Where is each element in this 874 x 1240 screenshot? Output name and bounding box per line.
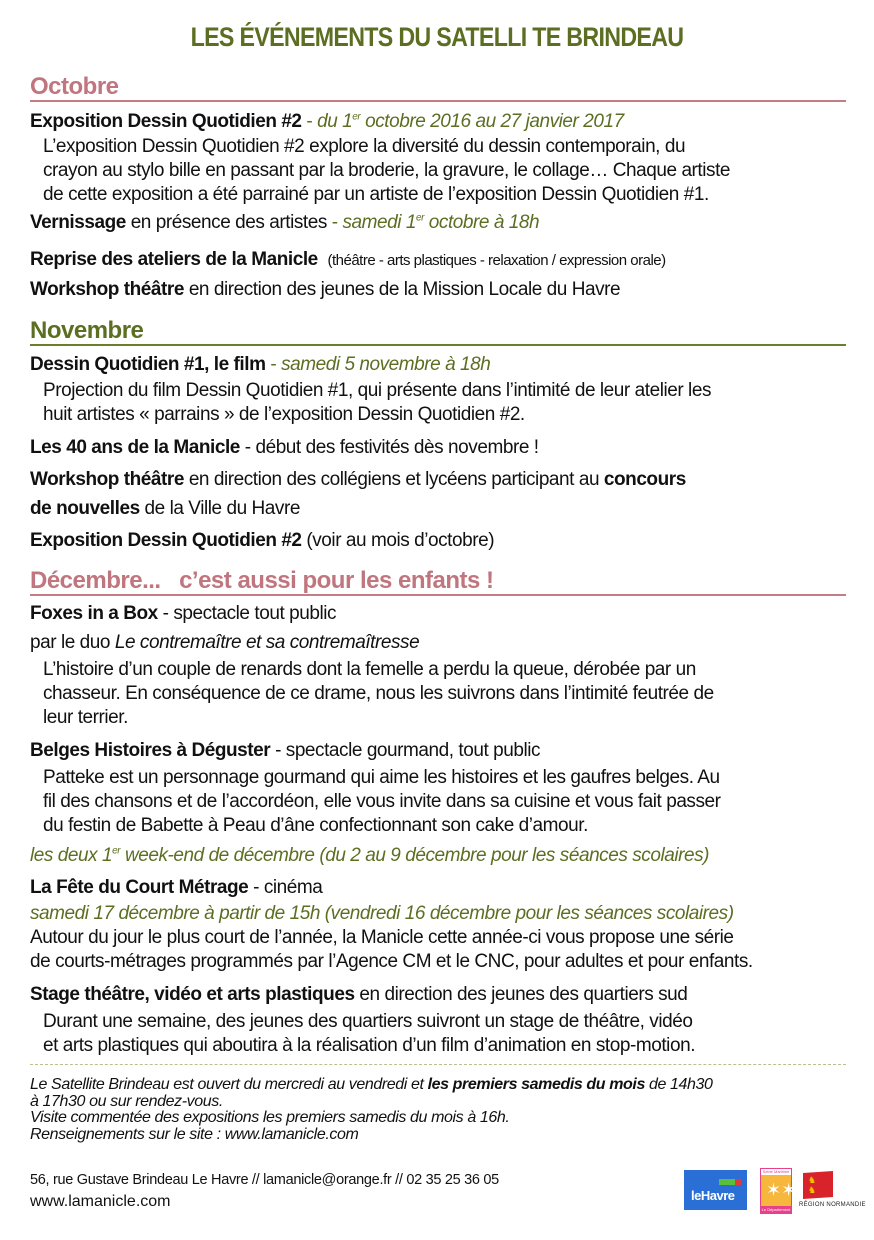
event-film-dq1: Dessin Quotidien #1, le film - samedi 5 novembre à 18h [30,354,491,375]
event-title: Reprise des ateliers de la Manicle [30,249,318,270]
event-description-line: L’histoire d’un couple de renards dont la femelle a perdu la queue, dérobée par un [43,659,696,680]
event-date: samedi 17 décembre à partir de 15h (vendredi 16 décembre pour les séances scolaires) [30,903,734,924]
event-description-line: et arts plastiques qui aboutira à la réalisation d’un film d’animation en stop-motion. [43,1035,696,1056]
event-title: Workshop théâtre [30,469,184,490]
event-title: Foxes in a Box [30,603,158,624]
opening-info: Le Satellite Brindeau est ouvert du mercredi au vendredi et les premiers samedis du mois de 14h30 à 17h30 ou sur rendez-vous. Visite commentée des expositions les premiers samedis du mois à 16h. Renseignements sur le site : www.lamanicle.com [30,1077,850,1143]
event-title: Stage théâtre, vidéo et arts plastiques [30,984,355,1005]
website-link[interactable]: www.lamanicle.com [30,1193,171,1210]
info-website: Renseignements sur le site : www.lamanicle.com [30,1125,359,1143]
event-reprise-ateliers: Reprise des ateliers de la Manicle (théâtre - arts plastiques - relaxation / expression orale) [30,249,666,270]
figures-icon: ✶✶ [766,1180,797,1200]
seine-maritime-logo: Seine Maritime ✶✶ Le Département [761,1169,797,1212]
event-expo-dq2-reminder: Exposition Dessin Quotidien #2 (voir au mois d’octobre) [30,530,495,551]
page-title: LES ÉVÉNEMENTS DU SATELLI TE BRINDEAU [190,22,684,52]
event-date: du 1er octobre 2016 au 27 janvier 2017 [317,111,624,132]
month-heading-november: Novembre [30,318,846,346]
event-description-line: de courts-métrages programmés par l’Agence CM et le CNC, pour adultes et pour enfants. [30,951,753,972]
event-description-line: du festin de Babette à Peau d’âne confectionnant son cake d’amour. [43,815,588,836]
event-description-line: Durant une semaine, des jeunes des quartiers suivront un stage de théâtre, vidéo [43,1011,693,1032]
event-description-line: crayon au stylo bille en passant par la broderie, la gravure, le collage… Chaque artiste [43,160,731,181]
event-vernissage: Vernissage en présence des artistes - samedi 1er octobre à 18h [30,212,540,233]
event-workshop-nouvelles-cont: de nouvelles de la Ville du Havre [30,498,300,519]
contact-address: 56, rue Gustave Brindeau Le Havre // lamanicle@orange.fr // 02 35 25 36 05 [30,1172,499,1188]
event-description-line: de cette exposition a été parrainé par un artiste de l’exposition Dessin Quotidien #1. [43,184,709,205]
event-court-metrage: La Fête du Court Métrage - cinéma [30,877,323,898]
event-description-line: Patteke est un personnage gourmand qui aime les histoires et les gaufres belges. Au [43,767,720,788]
event-description-line: fil des chansons et de l’accordéon, elle vous invite dans sa cuisine et vous fait passer [43,791,721,812]
event-date: samedi 1er octobre à 18h [342,212,540,233]
event-title: Les 40 ans de la Manicle [30,437,240,458]
event-description-line: L’exposition Dessin Quotidien #2 explore la diversité du dessin contemporain, du [43,136,686,157]
event-stage: Stage théâtre, vidéo et arts plastiques en direction des jeunes des quartiers sud [30,984,688,1005]
event-title: Belges Histoires à Déguster [30,740,271,761]
event-description-line: leur terrier. [43,707,128,728]
event-description-line: chasseur. En conséquence de ce drame, nous les suivrons dans l’intimité feutrée de [43,683,714,704]
event-title: La Fête du Court Métrage [30,877,249,898]
event-foxes: Foxes in a Box - spectacle tout public [30,603,337,624]
region-normandie-logo: ♞ ♞ RÉGION NORMANDIE [800,1172,844,1212]
event-description-line: Autour du jour le plus court de l’année, la Manicle cette année-ci vous propose une série [30,927,734,948]
event-foxes-by: par le duo Le contremaître et sa contremaîtresse [30,632,420,653]
event-description-line: huit artistes « parrains » de l’exposition Dessin Quotidien #2. [43,404,525,425]
section-divider [30,1064,846,1065]
event-title: Vernissage [30,212,126,233]
event-workshop-nouvelles: Workshop théâtre en direction des collégiens et lycéens participant au concours [30,469,686,490]
event-title: Exposition Dessin Quotidien #2 [30,530,302,551]
month-heading-december: Décembre... c’est aussi pour les enfants ! [30,568,846,596]
event-belges: Belges Histoires à Déguster - spectacle gourmand, tout public [30,740,541,761]
logo-badge-icon [719,1179,741,1185]
event-title: Workshop théâtre [30,279,184,300]
event-date: les deux 1er week-end de décembre (du 2 au 9 décembre pour les séances scolaires) [30,845,710,866]
month-heading-october: Octobre [30,74,846,102]
event-title: Exposition Dessin Quotidien #2 [30,111,302,132]
event-title: Dessin Quotidien #1, le film [30,354,266,375]
event-date: samedi 5 novembre à 18h [281,354,491,375]
event-40-ans: Les 40 ans de la Manicle - début des festivités dès novembre ! [30,437,539,458]
event-workshop-mission-locale: Workshop théâtre en direction des jeunes de la Mission Locale du Havre [30,279,621,300]
lions-icon: ♞ ♞ [808,1175,817,1195]
le-havre-logo: leHavre [684,1170,747,1210]
event-description-line: Projection du film Dessin Quotidien #1, qui présente dans l’intimité de leur atelier les [43,380,711,401]
event-expo-dq2-title: Exposition Dessin Quotidien #2 - du 1er octobre 2016 au 27 janvier 2017 [30,111,624,132]
